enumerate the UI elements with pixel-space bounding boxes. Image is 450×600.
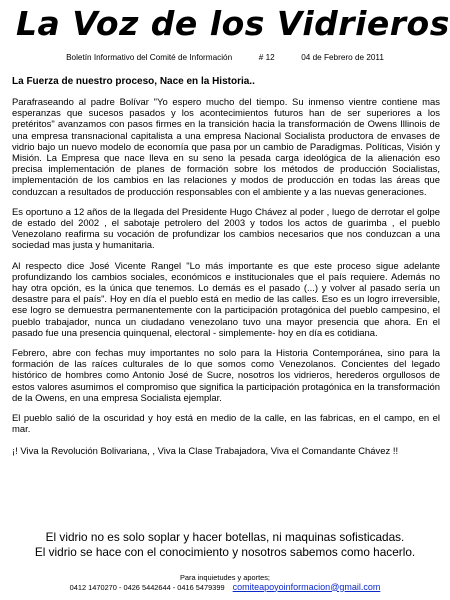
issue-number: # 12 <box>258 53 275 62</box>
newsletter-title: La Voz de los Vidrieros <box>16 4 450 43</box>
newsletter-subtitle <box>0 52 450 63</box>
article-paragraph-2: Es oportuno a 12 años de la llegada del Presidente Hugo Chávez al poder , luego de derrotar el golpe de estado del 2002 , el sabotaje petrolero del 2003 y todos los actos de guarimba , el pueblo Venezolano reafirma su vocación de profundizar los cambios necesarios que nos conduzcan a una sociedad mas justa y humanitaria. <box>12 206 440 252</box>
issue-date: 04 de Febrero de 2011 <box>301 53 384 62</box>
contact-footer <box>0 573 450 592</box>
bulletin-description: Boletín Informativo del Comité de Información <box>66 53 233 62</box>
contact-email-link[interactable]: comiteapoyoinformacion@gmail.com <box>232 581 381 592</box>
contact-phones: 0412 1470270 - 0426 5442644 - 0416 5479399 <box>69 582 225 592</box>
article-paragraph-3: Al respecto dice José Vicente Rangel "Lo más importante es que este proceso sigue adelante profundizando los cambios sociales, económicos e institucionales que el país requiere. Además no hay otra opción, es la única que tenemos. Lo demás es el pasado (...) y volver al pasado sería un desastre para el país". Hoy en día el pueblo está en medio de las calles. Eso es un logro irreversible, ese logro se demuestra permanentemente con la participación protagónica del pueblo campesino, el pueblo trabajador, nunca un ciudadano venezolano tuvo una mayor presencia que ahora. En el pasado fue una presencia quinquenal, electoral - simplemente- hoy en día es cotidiana. <box>12 260 440 339</box>
article-body <box>12 76 440 471</box>
article-paragraph-1: Parafraseando al padre Bolívar "Yo espero mucho del tiempo. Su inmenso vientre contiene mas esperanzas que sucesos pasados y los acontecimientos futuros han de ser superiores a los pretéritos" avanzamos con pasos firmes en la transición hacia la transformación de Owens Illinois de una empresa transnacional capitalista a una empresa Nacional Socialista productora de envases de vidrio bajo un nuevo modelo de economía que pasa por un cambio de Paradigmas. Políticas, Visión y Misión. La Empresa que nace lleva en su seno la pesada carga ideológica de la alienación eso precisa implementación de planes de formación sobre los métodos de producción Socialistas, implementación de los cambios en las relaciones y modos de producción en todas las áreas que conduzcan a resultados de producción responsables con el ambiente y a las nuevas generaciones. <box>12 97 440 198</box>
contact-label: Para inquietudes y aportes; <box>180 573 270 582</box>
article-paragraph-5: El pueblo salió de la oscuridad y hoy está en medio de la calle, en las fabricas, en el campo, en el mar. <box>12 413 440 436</box>
slogan <box>0 530 450 560</box>
article-heading: La Fuerza de nuestro proceso, Nace en la Historia.. <box>12 76 255 87</box>
article-paragraph-4: Febrero, abre con fechas muy importantes no solo para la Historia Contemporánea, sino para la formación de las raíces culturales de lo que somos como Venezolanos. Concientes del legado histórico de hombres como Antonio José de Sucre, nosotros los vidrieros, herederos orgullosos de estos valores asumimos el compromiso que significa la participación protagónica en la transformación de la Owens, en una empresa Socialista ejemplar. <box>12 348 440 404</box>
slogan-line-2: El vidrio se hace con el conocimiento y nosotros sabemos como hacerlo. <box>34 545 416 559</box>
slogan-line-1: El vidrio no es solo soplar y hacer botellas, ni maquinas sofisticadas. <box>45 530 405 544</box>
closing-cheer: ¡! Viva la Revolución Bolivariana, , Viva la Clase Trabajadora, Viva el Comandante Chávez !! <box>12 446 399 458</box>
